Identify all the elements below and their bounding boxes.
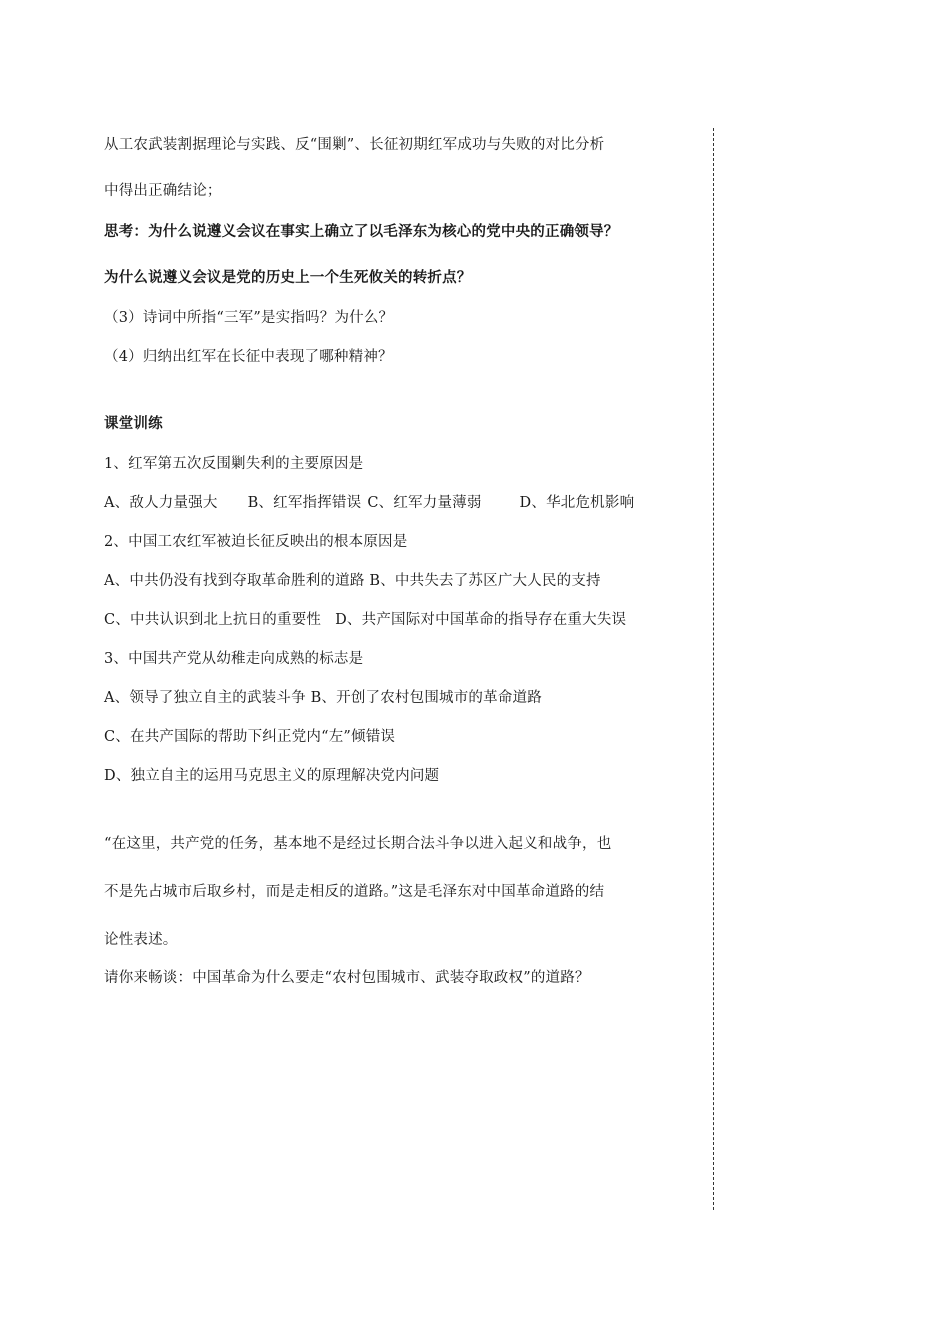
binding-margin-dashed-line (713, 128, 714, 1210)
practice-q3-stem: 3、中国共产党从幼稚走向成熟的标志是 (104, 651, 364, 667)
practice-q1-option-a: A、敌人力量强大 (104, 495, 218, 511)
practice-q2-options-cd (104, 610, 626, 630)
practice-q3-options-ab: A、领导了独立自主的武装斗争 B、开创了农村包围城市的革命道路 (104, 690, 542, 706)
thinking-line-1: 思考：为什么说遵义会议在事实上确立了以毛泽东为核心的党中央的正确领导？ (104, 224, 619, 240)
practice-q2-options-ab: A、中共仍没有找到夺取革命胜利的道路 B、中共失去了苏区广大人民的支持 (104, 573, 601, 589)
practice-q2-option-c: C、中共认识到北上抗日的重要性 (104, 612, 322, 628)
practice-q3-option-d: D、独立自主的运用马克思主义的原理解决党内问题 (104, 768, 440, 784)
discussion-prompt: 请你来畅谈：中国革命为什么要走“农村包围城市、武装夺取政权”的道路？ (104, 970, 590, 986)
practice-q3-option-c: C、在共产国际的帮助下纠正党内“左”倾错误 (104, 729, 396, 745)
thinking-line-2: 为什么说遵义会议是党的历史上一个生死攸关的转折点？ (104, 270, 472, 286)
quote-line-3: 论性表述。 (104, 932, 178, 948)
practice-q1-stem: 1、红军第五次反围剿失利的主要原因是 (104, 456, 364, 472)
practice-q2-stem: 2、中国工农红军被迫长征反映出的根本原因是 (104, 534, 408, 550)
practice-q1-option-c: C、红军力量薄弱 (367, 495, 482, 511)
practice-q1-option-b: B、红军指挥错误 (247, 495, 362, 511)
practice-q1-options (104, 493, 634, 513)
question-4: （4）归纳出红军在长征中表现了哪种精神？ (104, 349, 393, 365)
practice-q1-option-d: D、华北危机影响 (519, 495, 635, 511)
quote-line-2: 不是先占城市后取乡村，而是走相反的道路。”这是毛泽东对中国革命道路的结 (104, 884, 605, 900)
practice-heading: 课堂训练 (104, 416, 163, 432)
intro-line-1: 从工农武装割据理论与实践、反“围剿”、长征初期红军成功与失败的对比分析 (104, 137, 605, 153)
intro-line-2: 中得出正确结论； (104, 183, 222, 199)
practice-q2-option-d: D、共产国际对中国革命的指导存在重大失误 (335, 612, 627, 628)
quote-line-1: “在这里，共产党的任务，基本地不是经过长期合法斗争以进入起义和战争，也 (104, 836, 612, 852)
question-3: （3）诗词中所指“三军”是实指吗？为什么？ (104, 310, 394, 326)
